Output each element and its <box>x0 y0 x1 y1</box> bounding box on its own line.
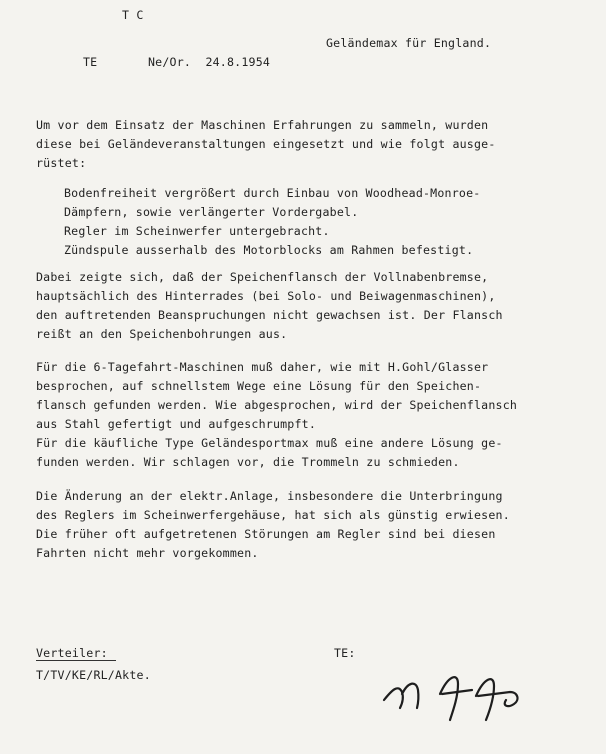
equipment-item: Bodenfreiheit vergrößert durch Einbau von Woodhead-Monroe- <box>64 186 481 200</box>
para2-line: reißt an den Speichenbohrungen aus. <box>36 327 288 341</box>
distribution-label: Verteiler: <box>36 646 108 660</box>
equipment-item: Dämpfern, sowie verlängerter Vordergabel. <box>64 205 359 219</box>
para4-line: Die früher oft aufgetretenen Störungen am Regler sind bei diesen <box>36 527 496 541</box>
para1-line: rüstet: <box>36 156 87 170</box>
para3-line: flansch gefunden werden. Wie abgesprochen, wird der Speichenflansch <box>36 398 518 412</box>
handwritten-signature <box>378 664 548 724</box>
para2-line: hauptsächlich des Hinterrades (bei Solo- und Beiwagenmaschinen), <box>36 289 496 303</box>
para4-line: Die Änderung an der elektr.Anlage, insbesondere die Unterbringung <box>36 489 503 503</box>
te-sign-label: TE: <box>334 646 356 660</box>
equipment-item: Regler im Scheinwerfer untergebracht. <box>64 224 330 238</box>
header-ref-date: Ne/Or. 24.8.1954 <box>148 55 271 69</box>
para3-line: aus Stahl gefertigt und aufgeschrumpft. <box>36 417 317 431</box>
header-tc: T C <box>122 8 144 22</box>
para1-line: diese bei Geländeveranstaltungen eingesetzt und wie folgt ausge- <box>36 137 496 151</box>
para1-line: Um vor dem Einsatz der Maschinen Erfahrungen zu sammeln, wurden <box>36 118 489 132</box>
para3-line: Für die käufliche Type Geländesportmax muß eine andere Lösung ge- <box>36 436 503 450</box>
header-subject: Geländemax für England. <box>326 36 492 50</box>
distribution-underline <box>36 660 116 661</box>
para3-line: besprochen, auf schnellstem Wege eine Lösung für den Speichen- <box>36 379 482 393</box>
para4-line: Fahrten nicht mehr vorgekommen. <box>36 546 259 560</box>
para2-line: Dabei zeigte sich, daß der Speichenflansch der Vollnabenbremse, <box>36 270 489 284</box>
para3-line: funden werden. Wir schlagen vor, die Trommeln zu schmieden. <box>36 455 460 469</box>
equipment-item: Zündspule ausserhalb des Motorblocks am Rahmen befestigt. <box>64 243 474 257</box>
para2-line: den auftretenden Beanspruchungen nicht gewachsen ist. Der Flansch <box>36 308 503 322</box>
para3-line: Für die 6-Tagefahrt-Maschinen muß daher, wie mit H.Gohl/Glasser <box>36 360 489 374</box>
distribution-list: T/TV/KE/RL/Akte. <box>36 668 151 682</box>
para4-line: des Reglers im Scheinwerfergehäuse, hat sich als günstig erwiesen. <box>36 508 510 522</box>
header-te: TE <box>83 55 98 69</box>
